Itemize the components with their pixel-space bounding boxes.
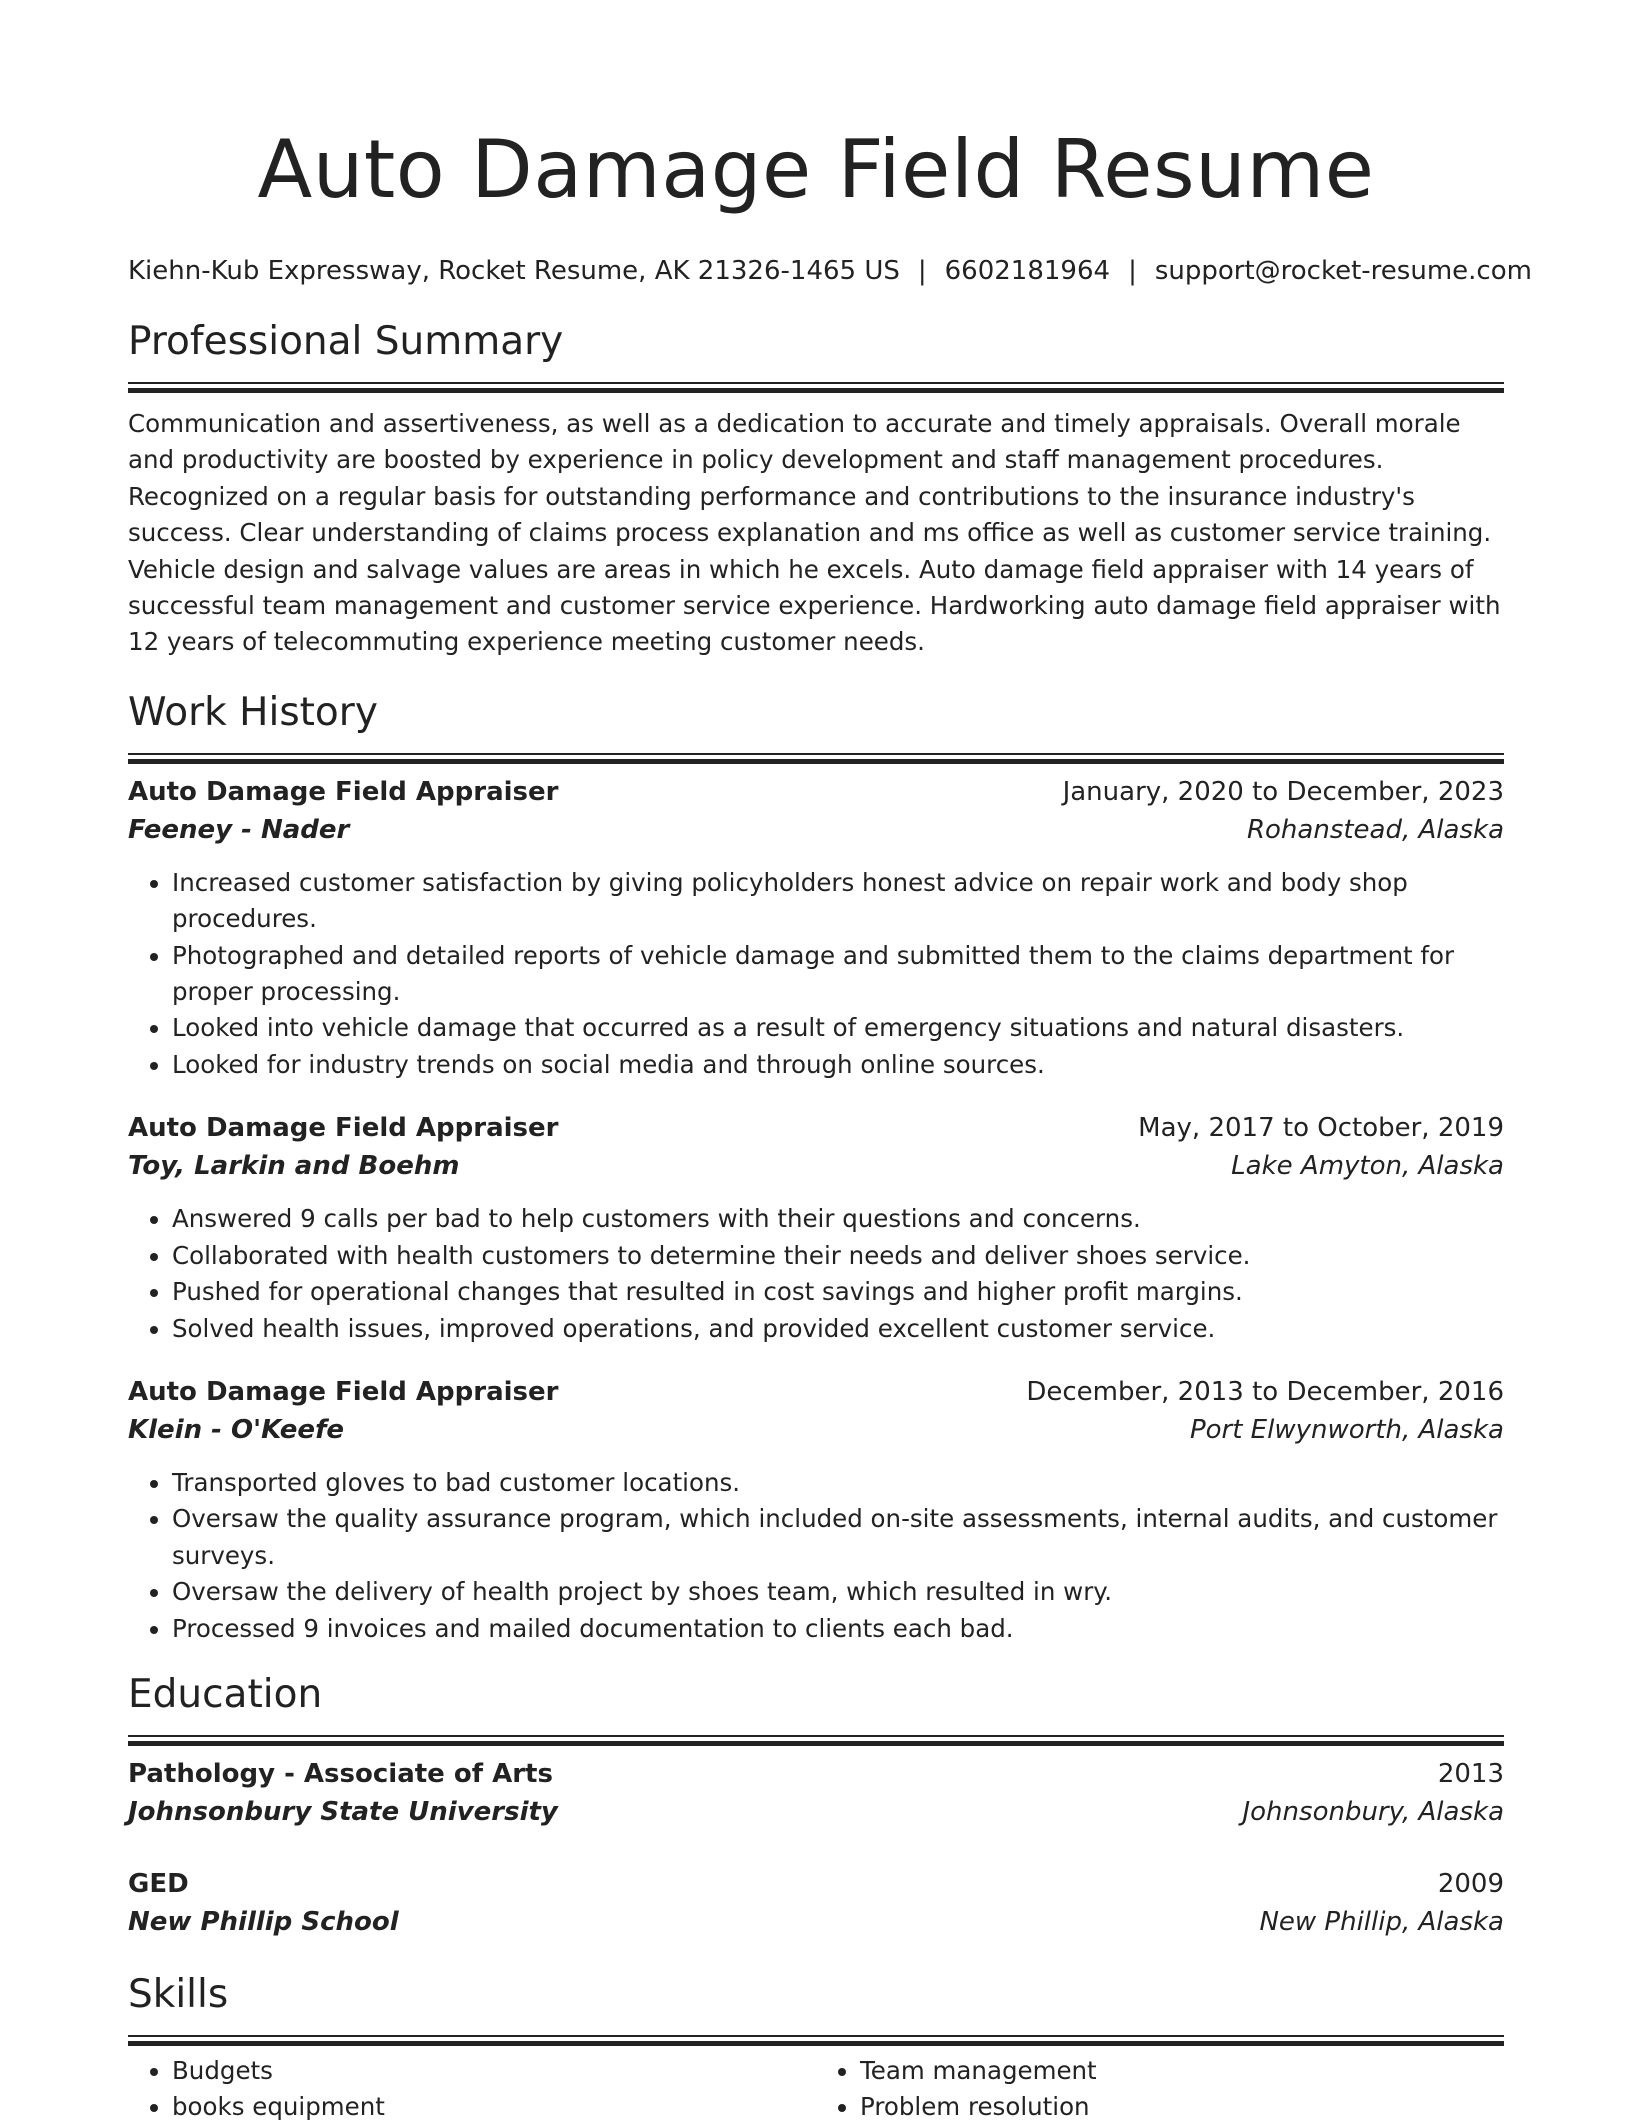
contact-phone: 6602181964	[944, 256, 1111, 286]
graduation-year: 2013	[1437, 1758, 1504, 1789]
work-history-section	[128, 689, 1504, 1647]
list-item: • books equipment	[172, 2089, 816, 2125]
job-dates: January, 2020 to December, 2023	[1062, 776, 1504, 807]
job-bullets	[128, 1201, 1504, 1347]
skills-column-right	[816, 2053, 1504, 2126]
job-title: Auto Damage Field Appraiser	[128, 776, 559, 807]
job-dates: May, 2017 to October, 2019	[1138, 1113, 1504, 1144]
section-divider	[128, 2035, 1504, 2045]
summary-text: Communication and assertiveness, as well as a dedication to accurate and timely appraisals. Overall morale and productivity are boosted by experience in policy development and staff management procedures. Recognized on a regular basis for outstanding performance and contributions to the insurance industry's success. Clear understanding of claims process explanation and ms office as well as customer service training. Vehicle design and salvage values are areas in which he excels. Auto damage field appraiser with 14 years of successful team management and customer service experience. Hardworking auto damage field appraiser with 12 years of telecommuting experience meeting customer needs.	[128, 409, 1501, 657]
job-company: Klein - O'Keefe	[128, 1414, 345, 1445]
job-location: Port Elwynworth, Alaska	[1189, 1414, 1504, 1445]
list-item: • Looked for industry trends on social media and through online sources.	[172, 1047, 1504, 1083]
list-item: • Increased customer satisfaction by giving policyholders honest advice on repair work and body shop procedures.	[172, 865, 1504, 938]
school-name: New Phillip School	[128, 1906, 399, 1937]
contact-line	[128, 256, 1532, 286]
list-item: • Pushed for operational changes that resulted in cost savings and higher profit margins.	[172, 1274, 1504, 1310]
section-heading-education: Education	[128, 1671, 323, 1717]
list-item: • Solved health issues, improved operations, and provided excellent customer service.	[172, 1311, 1504, 1347]
job-entry	[128, 1113, 1504, 1347]
section-divider	[128, 753, 1504, 763]
degree-name: GED	[128, 1868, 189, 1899]
list-item: • Transported gloves to bad customer locations.	[172, 1465, 1504, 1501]
list-item: • Looked into vehicle damage that occurred as a result of emergency situations and natural disasters.	[172, 1010, 1504, 1046]
section-heading-summary: Professional Summary	[128, 319, 564, 364]
job-company: Toy, Larkin and Boehm	[128, 1151, 460, 1182]
contact-separator: |	[1128, 256, 1137, 286]
degree-name: Pathology - Associate of Arts	[128, 1758, 553, 1789]
education-entry	[128, 1759, 1504, 1837]
list-item: • Processed 9 invoices and mailed documentation to clients each bad.	[172, 1611, 1504, 1647]
section-heading-work-history: Work History	[128, 689, 378, 735]
education-section	[128, 1671, 1504, 1947]
job-entry	[128, 777, 1504, 1083]
job-title: Auto Damage Field Appraiser	[128, 1376, 559, 1407]
summary-section	[128, 318, 1504, 661]
skills-column-left	[128, 2053, 816, 2126]
job-title: Auto Damage Field Appraiser	[128, 1113, 559, 1144]
section-divider	[128, 1735, 1504, 1745]
list-item: • Problem resolution	[860, 2089, 1504, 2125]
job-bullets	[128, 1465, 1504, 1647]
school-location: New Phillip, Alaska	[1259, 1906, 1504, 1937]
education-entry	[128, 1869, 1504, 1947]
list-item: • Photographed and detailed reports of vehicle damage and submitted them to the claims department for proper processing.	[172, 938, 1504, 1011]
job-entry	[128, 1377, 1504, 1647]
list-item: • Budgets	[172, 2053, 816, 2089]
list-item: • Oversaw the delivery of health project by shoes team, which resulted in wry.	[172, 1574, 1504, 1610]
contact-email: support@rocket-resume.com	[1154, 256, 1532, 286]
job-dates: December, 2013 to December, 2016	[1026, 1376, 1504, 1407]
job-location: Lake Amyton, Alaska	[1231, 1151, 1504, 1182]
list-item: • Team management	[860, 2053, 1504, 2089]
section-divider	[128, 382, 1504, 392]
school-location: Johnsonbury, Alaska	[1242, 1796, 1504, 1827]
job-location: Rohanstead, Alaska	[1246, 814, 1504, 845]
list-item: • Oversaw the quality assurance program, which included on-site assessments, internal audits, and customer surveys.	[172, 1501, 1504, 1574]
contact-address: Kiehn-Kub Expressway, Rocket Resume, AK 21326-1465 US	[128, 256, 900, 286]
skills-section	[128, 1971, 1504, 2126]
resume-title: Auto Damage Field Resume	[257, 123, 1375, 216]
list-item: • Answered 9 calls per bad to help customers with their questions and concerns.	[172, 1201, 1504, 1237]
school-name: Johnsonbury State University	[128, 1796, 558, 1827]
skills-list	[128, 2053, 1504, 2126]
list-item: • Collaborated with health customers to determine their needs and deliver shoes service.	[172, 1238, 1504, 1274]
graduation-year: 2009	[1437, 1868, 1504, 1899]
job-bullets	[128, 865, 1504, 1083]
job-company: Feeney - Nader	[128, 814, 350, 845]
contact-separator: |	[917, 256, 927, 286]
section-heading-skills: Skills	[128, 1971, 229, 2017]
